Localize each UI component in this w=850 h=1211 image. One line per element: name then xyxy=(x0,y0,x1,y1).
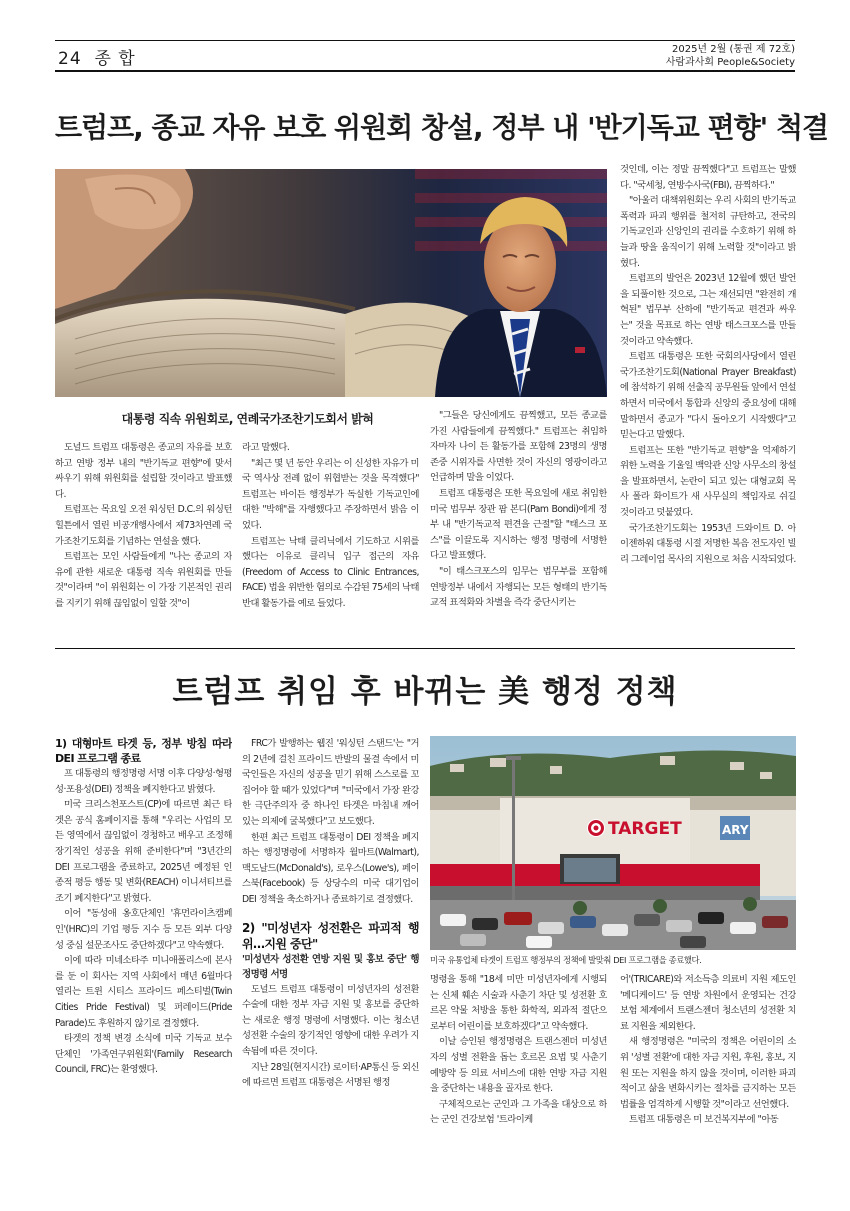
paragraph: 트럼프는 목요일 오전 워싱턴 D.C.의 워싱턴 힐튼에서 열린 비공개행사에서 제73차연례 국가조찬기도회를 기념하는 연설을 했다. xyxy=(55,504,232,547)
issue-number: 2025년 2월 (통권 제 72호) xyxy=(671,44,795,55)
issue-info xyxy=(666,43,795,69)
article-divider xyxy=(55,648,795,649)
paragraph: 트럼프는 낙태 클리닉에서 기도하고 시위를 했다는 이유로 클리닉 입구 접근의 자유(Freedom of Access to Clinic Entrances, FACE) 법을 위반한 혐의로 수감된 75세의 낙태 반대 활동가를 예로 들었다. xyxy=(242,535,419,609)
article1-col1 xyxy=(55,440,232,636)
page-number-section xyxy=(58,44,136,69)
paragraph: 이어 "동성애 옹호단체인 '휴먼라이츠캠페인'(HRC)의 기업 평등 지수 등 모든 외부 다양성 중심 설문조사도 중단하겠다"고 약속했다. xyxy=(55,908,232,951)
paragraph: 타겟의 정책 변경 소식에 미국 기독교 보수 단체인 '가족연구위원회'(Family Research Council, FRC)는 환영했다. xyxy=(55,1033,232,1076)
paragraph: 것인데, 이는 정말 끔찍했다"고 트럼프는 말했다. "국세청, 연방수사국(FBI), 끔찍하다." xyxy=(620,164,796,191)
section2-title: 2) "미성년자 성전환은 파괴적 행위…지원 중단" xyxy=(242,920,419,951)
article2-col4 xyxy=(620,972,796,1168)
paragraph: 구체적으로는 군인과 그 가족을 대상으로 하는 군인 건강보험 '트라이케 xyxy=(430,1098,607,1126)
paragraph: "최근 몇 년 동안 우리는 이 신성한 자유가 미국 역사상 전례 없이 위협받는 것을 목격했다" 트럼프는 바이든 행정부가 독실한 기독교인에 대한 "박해"를 자행했다고 주장하면서 밝음 이었다. xyxy=(242,457,419,531)
paragraph: 트럼프의 발언은 2023년 12월에 했던 발언을 되풀이한 것으로, 그는 재선되면 "완전히 개혁된" 법무부 산하에 "반기독교 편견과 싸우는" 것을 목표로 하는 연방 태스크포스를 만들 것이라고 약속했다. xyxy=(620,273,796,347)
article1-col2 xyxy=(242,440,419,636)
paragraph: 도널드 트럼프 대통령이 미성년자의 성전환 수술에 대한 정부 자금 지원 및 홍보를 중단하는 새로운 행정 명령에 서명했다. 이는 청소년 성전환 수술의 장기적인 영향에 대한 우려가 지속됨에 따른 것이다. xyxy=(242,983,419,1057)
paragraph: 트럼프 대통령은 또한 목요일에 새로 취임한 미국 법무부 장관 팜 본디(Pam Bondi)에게 정부 내 "반기독교적 편견을 근절"할 "태스크 포스"를 이끌도록 지시하는 행정 명령에 서명한다고 발표했다. xyxy=(430,487,607,562)
section2-subtitle: '미성년자 성전환 연방 지원 및 홍보 중단' 행정명령 서명 xyxy=(242,953,419,980)
paragraph: "그들은 당신에게도 끔찍했고, 모든 종교를 가진 사람들에게 끔찍했다." 트럼프는 취임하자마자 나이 든 활동가를 포함해 23명의 생명 존중 시위자를 사면한 것이 자신의 영광이라고 언급하며 말을 이었다. xyxy=(430,410,607,484)
paragraph: "아울러 대책위원회는 우리 사회의 반기독교 폭력과 파괴 행위를 철저히 규탄하고, 전국의 기독교인과 신앙인의 권리를 수호하기 위해 하늘과 땅을 움직이기 위해 노력할 것"이라고 밝혔다. xyxy=(620,195,796,269)
paragraph: 한편 최근 트럼프 대통령이 DEI 정책을 폐지하는 행정명령에 서명하자 월마트(Walmart), 맥도날드(McDonald's), 로우스(Lowe's), 페이스북(Facebook) 등 상당수의 미국 대기업이 DEI 정책을 축소하거나 종료하기로 결정했다. xyxy=(242,831,419,905)
article2-photo xyxy=(430,736,796,950)
paragraph: 라고 말했다. xyxy=(242,442,290,453)
paragraph: 지난 28일(현지시간) 로이터·AP통신 등 외신에 따르면 트럼프 대통령은 서명된 행정 xyxy=(242,1061,419,1089)
paragraph: 트럼프 대통령은 미 보건복지부에 "아동 xyxy=(629,1114,779,1126)
article2-col3 xyxy=(430,972,607,1168)
page-number: 24 xyxy=(58,49,82,69)
paragraph: 어'(TRICARE)와 저소득층 의료비 지원 제도인 '메디케이드' 등 연방 차원에서 운영되는 건강 보험 체계에서 트랜스젠더 청소년의 성전환 치료 지원을 제외한다. xyxy=(620,974,796,1032)
article2-photo-caption: 미국 유통업체 타겟이 트럼프 행정부의 정책에 발맞춰 DEI 프로그램을 종료했다. xyxy=(430,955,702,965)
article1-col4 xyxy=(620,162,796,636)
section1-title: 1) 대형마트 타겟 등, 정부 방침 따라 DEI 프로그램 종료 xyxy=(55,737,232,765)
target-store-photo xyxy=(430,736,796,950)
paragraph: 트럼프는 모인 사람들에게 "나는 종교의 자유에 관한 새로운 대통령 직속 위원회를 만들 것"이라며 "이 위원회는 이 가장 기본적인 권리를 지키기 위해 끊임없이 일할 것"이 xyxy=(55,551,232,609)
paragraph: 이에 따라 미네소타주 미니애폴리스에 본사를 둔 이 회사는 지역 사회에서 매년 6월마다 열리는 트윈 시티스 프라이드 페스티벌(Twin Cities Pride Festival) 및 퍼레이드(Pride Parade)도 후원하지 않기로 결정했다. xyxy=(55,955,232,1029)
article1-col3 xyxy=(430,408,607,636)
article2-col1 xyxy=(55,736,232,1168)
paragraph: "이 태스크포스의 임무는 법무부를 포함해 연방정부 내에서 자행되는 모든 형태의 반기독교적 표적화와 차별을 즉각 중단시키는 xyxy=(430,565,607,609)
trump-bible-photo xyxy=(55,169,607,397)
header-top-rule xyxy=(55,40,795,41)
paragraph: 프 대통령의 행정명령 서명 이후 다양성·형평성·포용성(DEI) 정책을 폐지한다고 밝혔다. xyxy=(55,768,232,795)
publication-name: 사람과사회 People&Society xyxy=(665,57,795,68)
paragraph: 도널드 트럼프 대통령은 종교의 자유를 보호하고 연방 정부 내의 "반기독교 편향"에 맞서 싸우기 위해 위원회를 설립할 것이라고 발표했다. xyxy=(55,442,232,500)
article1-headline: 트럼프, 종교 자유 보호 위원회 창설, 정부 내 '반기독교 편향' 척결 xyxy=(55,111,829,144)
paragraph: 명령을 통해 "18세 미만 미성년자에게 시행되는 신체 훼손 시술과 사춘기 차단 및 성전환 호르몬 약물 처방을 통한 화학적, 외과적 절단으로부터 어린이를 보호하겠다"고 약속했다. xyxy=(430,974,607,1032)
svg-text:ARY: ARY xyxy=(722,823,749,837)
store-sign: TARGET xyxy=(608,819,682,839)
article2-headline: 트럼프 취임 후 바뀌는 美 행정 정책 xyxy=(172,674,678,710)
article1-subheadline: 대통령 직속 위원회로, 연례국가조찬기도회서 밝혀 xyxy=(121,412,374,426)
header-rule xyxy=(55,70,795,72)
paragraph: 새 행정명령은 "미국의 정책은 어린이의 소위 '성별 전환'에 대한 자금 지원, 후원, 홍보, 지원 또는 지원을 하지 않을 것이며, 이러한 파괴적이고 삶을 변화시키는 절차를 금지하는 모든 법률을 엄격하게 시행할 것"이라고 선언했다. xyxy=(620,1036,796,1110)
paragraph: 트럼프 대통령은 또한 국회의사당에서 열린 국가조찬기도회(National Prayer Breakfast)에 참석하기 위해 선출직 공무원들 앞에서 연설하면서 미국에서 통합과 신앙의 중요성에 대해 말하면서 종교가 "다시 돌아오기 시작했다"고 믿는다고 말했다. xyxy=(620,351,796,441)
paragraph: 이날 승인된 행정명령은 트랜스젠더 미성년자의 성별 전환을 돕는 호르몬 요법 및 사춘기 예방약 등 의료 서비스에 대한 연방 자금 지원을 중단하는 내용을 골자로 한다. xyxy=(430,1036,607,1095)
article2-col2 xyxy=(242,736,419,1168)
section-name: 종 합 xyxy=(94,49,136,69)
paragraph: 미국 크리스천포스트(CP)에 따르면 최근 타겟은 공식 홈페이지를 통해 "우리는 사업의 모든 영역에서 끊임없이 경청하고 배우고 조정해 장기적인 성공을 위해 준비한다"며 "3년간의 DEI 프로그램을 종료하고, 2025년 예정된 인종적 평등 행동 및 변화(REACH) 이니셔티브를 조기 폐지한다"고 밝혔다. xyxy=(55,799,232,904)
article1-photo xyxy=(55,169,607,397)
paragraph: FRC가 발행하는 웹진 '워싱턴 스탠드'는 "거의 2년에 걸친 프라이드 반발의 물결 속에서 미국인들은 자신의 성공을 믿기 위해 스스로를 꼬집어야 할 때가 있었다"며 "미국에서 가장 완강한 극단주의자 중 하나인 타겟은 마침내 깨어 있는 의제에 굴복했다"고 보도했다. xyxy=(242,738,419,827)
paragraph: 국가조찬기도회는 1953년 드와이트 D. 아이젠하워 대통령 시절 저명한 복음 전도자인 빌리 그레이엄 목사의 지원으로 처음 시작되었다. xyxy=(620,522,796,565)
paragraph: 트럼프는 또한 "반기독교 편향"을 억제하기 위한 노력을 기울일 백악관 신앙 사무소의 창설을 발표하면서, 논란이 되고 있는 대형교회 목사 폴라 화이트가 새 사무실의 책임자로 쉬길 것이라고 덧붙였다. xyxy=(620,444,796,519)
